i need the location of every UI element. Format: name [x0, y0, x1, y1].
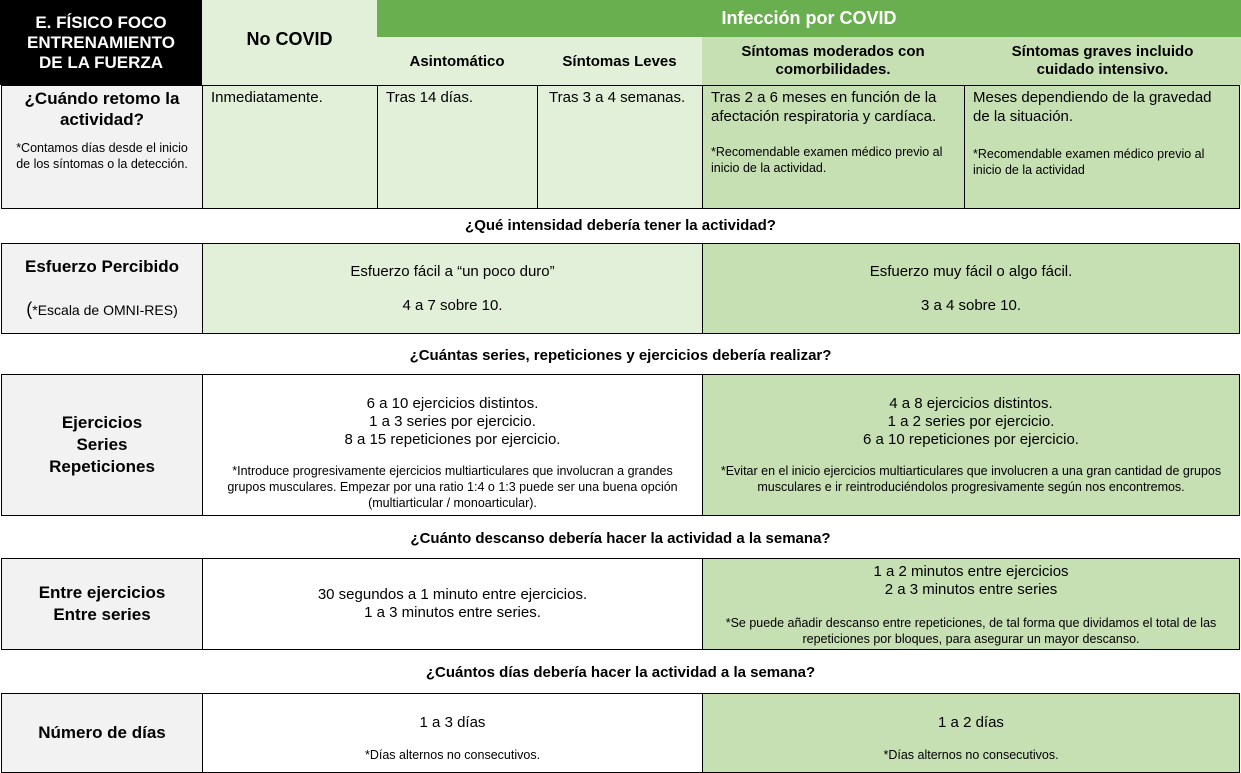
cell-note: *Días alternos no consecutivos.: [883, 748, 1059, 762]
cell-note: *Evitar en el inicio ejercicios multiarticulares que involucren a una gran cantidad de grupos musculares e ir reintroduciéndolos progresivamente según nos encontremos.: [720, 464, 1222, 494]
header-no-covid: [202, 0, 377, 85]
note-text: *Escala de OMNI-RES): [32, 302, 178, 318]
cell-note: *Recomendable examen médico previo al inicio de la actividad: [973, 147, 1205, 177]
cell-text: Tras 2 a 6 meses en función de la afectación respiratoria y cardíaca.: [711, 89, 937, 125]
cell-text: Inmediatamente.: [211, 89, 323, 106]
cell-text: 2 a 3 minutos entre series: [884, 581, 1058, 598]
row-intensity-title: Esfuerzo Percibido: [25, 257, 179, 276]
cell-rest-moderate-severe: [702, 558, 1240, 650]
cell-text: 4 a 8 ejercicios distintos.: [889, 395, 1053, 412]
cell-note: *Se puede añadir descanso entre repeticiones, de tal forma que dividamos el total de las repeticiones por bloques, para asegurar un mayor descanso.: [725, 616, 1217, 646]
cell-return-moderate: [702, 85, 965, 209]
label-line: Entre ejercicios: [38, 583, 166, 602]
label-line: Ejercicios: [61, 413, 143, 432]
corner-title: [0, 0, 202, 85]
cell-intensity-moderate-severe: [702, 243, 1240, 334]
cell-text: 8 a 15 repeticiones por ejercicio.: [344, 431, 561, 448]
cell-text: 30 segundos a 1 minuto entre ejercicios.: [317, 586, 588, 603]
label-line: Repeticiones: [49, 457, 155, 476]
question-rest: ¿Cuánto descanso debería hacer la actividad a la semana?: [410, 530, 831, 547]
cell-text: 1 a 3 minutos entre series.: [364, 604, 541, 621]
cell-intensity-no-covid-mild: [202, 243, 703, 334]
question-days: ¿Cuántos días debería hacer la actividad a la semana?: [425, 664, 816, 681]
cell-return-no-covid: [202, 85, 378, 209]
cell-text: 1 a 2 series por ejercicio.: [887, 413, 1055, 430]
cell-return-asymptomatic: [377, 85, 538, 209]
row-intensity-label: [1, 243, 203, 334]
cell-return-severe: [964, 85, 1240, 209]
cell-text: 1 a 2 días: [938, 714, 1004, 731]
header-col-label: Asintomático: [409, 52, 505, 70]
header-col-label: Síntomas moderados con comorbilidades.: [741, 43, 925, 78]
cell-text: Esfuerzo muy fácil o algo fácil.: [869, 263, 1073, 280]
row-intensity-note: [26, 299, 177, 320]
corner-title-line: DE LA FUERZA: [38, 52, 164, 72]
cell-days-moderate-severe: [702, 693, 1240, 773]
row-days-label: [1, 693, 203, 773]
cell-text: Esfuerzo fácil a “un poco duro”: [350, 263, 555, 280]
cell-text: Tras 3 a 4 semanas.: [549, 89, 686, 106]
row-return-label: [1, 85, 203, 209]
cell-rest-no-covid-mild: [202, 558, 703, 650]
cell-text: 1 a 2 minutos entre ejercicios: [873, 563, 1069, 580]
corner-title-line: E. FÍSICO FOCO: [35, 12, 167, 32]
cell-note: *Recomendable examen médico previo al inicio de la actividad.: [711, 145, 943, 175]
header-col-severe: [964, 37, 1241, 85]
cell-return-mild: [537, 85, 703, 209]
header-col-mild: [537, 37, 702, 85]
cell-days-no-covid-mild: [202, 693, 703, 773]
label-line: Series: [76, 435, 128, 454]
cell-text: 3 a 4 sobre 10.: [920, 297, 1022, 314]
cell-text: Meses dependiendo de la gravedad de la situación.: [973, 89, 1212, 125]
header-col-asymptomatic: [377, 37, 537, 85]
corner-title-line: ENTRENAMIENTO: [27, 32, 175, 52]
cell-text: 6 a 10 repeticiones por ejercicio.: [863, 431, 1079, 448]
question-series: ¿Cuántas series, repeticiones y ejercicios debería realizar?: [409, 347, 832, 364]
cell-text: 6 a 10 ejercicios distintos.: [366, 395, 539, 412]
header-col-label: Síntomas Leves: [562, 52, 677, 70]
label-line: Número de días: [38, 723, 166, 742]
cell-series-no-covid-mild: [202, 374, 703, 516]
cell-text: 1 a 3 series por ejercicio.: [369, 413, 536, 430]
cell-text: 1 a 3 días: [419, 714, 486, 731]
cell-note: *Días alternos no consecutivos.: [364, 748, 541, 762]
label-line: Entre series: [53, 605, 151, 624]
cell-note: *Introduce progresivamente ejercicios multiarticulares que involucran a grandes grupos musculares. Empezar por una ratio 1:4 o 1:3 puede ser una buena opción (multiarticular / monoarticular).: [227, 464, 678, 510]
row-return-question: ¿Cuándo retomo la actividad?: [24, 89, 180, 129]
cell-series-moderate-severe: [702, 374, 1240, 516]
header-col-moderate: [702, 37, 964, 85]
row-rest-label: [1, 558, 203, 650]
header-infection-label: Infección por COVID: [721, 8, 897, 28]
cell-text: 4 a 7 sobre 10.: [402, 297, 503, 314]
cell-text: Tras 14 días.: [386, 89, 473, 106]
header-infection: [377, 0, 1241, 37]
row-return-note: *Contamos días desde el inicio de los síntomas o la detección.: [16, 141, 188, 171]
question-intensity: ¿Qué intensidad debería tener la actividad?: [465, 217, 776, 234]
header-no-covid-label: No COVID: [246, 29, 333, 49]
row-series-label: [1, 374, 203, 516]
header-col-label: Síntomas graves incluido cuidado intensivo.: [1011, 43, 1194, 78]
paren: (: [26, 299, 33, 319]
